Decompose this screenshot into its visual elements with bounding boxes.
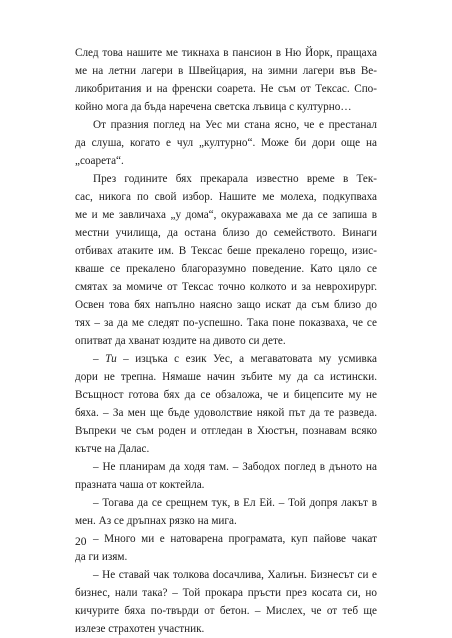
text-line: бизнес, нали така? – Той прокара пръсти през косата си, но [75,587,377,599]
text-line: излезе страхотен участник. [75,623,205,635]
page-body [75,44,377,638]
emphasis-text: Ти [105,353,117,365]
text-line: През годините бях прекарала известно време в Тек- [93,173,377,185]
text-line: ликобритания и на френски соарета. Не съм от Тексас. Спо- [75,83,377,95]
paragraph [75,116,377,170]
text-line: ме на летни лагери в Швейцария, на зимни лагери във Ве- [75,65,377,77]
paragraph [75,530,377,566]
text-line: Всъщност готова бях да се обзаложа, че и бицепсите му не [75,389,377,401]
text-line: опитват да хванат юздите на дивото си дете. [75,335,286,347]
text-line: кътче на Далас. [75,443,150,455]
text-line: – Не ставай чак толкова docaчлива, Халиън. Бизнесът си е [93,569,377,581]
paragraph [75,458,377,494]
text-line: дори не трепна. Нямаше начин зъбите му да са истински. [75,371,377,383]
text-line: бяха. – За мен ще бъде удоволствие някой път да те разведа. [75,407,377,419]
text-line: Освен това бях напълно наясно защо искат да съм близо до [75,299,377,311]
paragraph [75,494,377,530]
text-line: смятах за момиче от Тексас точно колкото и за неврохирург. [75,281,377,293]
text-line: „соарета“. [75,155,124,167]
paragraph [75,566,377,638]
text-line: След това нашите ме тикнаха в пансион в Ню Йорк, пращаха [75,47,377,59]
text-line: Въпреки че съм роден и отгледан в Хюстън, познавам всяко [75,425,377,437]
text-line: ме и ме завличаха „у дома“, окуражаваха ме да се запиша в [75,209,377,221]
text-line: койно мога да бъда наречена светска лъвица с културно… [75,101,352,113]
text-line: От празния поглед на Уес ми стана ясно, че е престанал [93,119,377,131]
text-line: празната чаша от коктейла. [75,479,205,491]
text-line: – Ти – изцъка с език Уес, а мегаватовата му усмивка [93,353,378,365]
paragraph [75,44,377,116]
text-line: местни училища, да остана близо до семейството. Винаги [75,227,377,239]
text-line: сас, никога по свой избор. Нашите ме молеха, подкупваха [75,191,377,203]
text-line: кваше се прекалено благоразумно поведение. Като цяло се [75,263,377,275]
text-line: да ги изям. [75,551,128,563]
paragraph [75,350,377,458]
text-line: – Тогава да се срещнем тук, в Ел Ей. – Той допря лакът в [93,497,377,509]
text-line: – Не планирам да ходя там. – Забодох поглед в дъното на [93,461,377,473]
paragraph [75,170,377,350]
text-line: – Много ми е натоварена програмата, куп пайове чакат [93,533,377,545]
text-line: мен. Аз се дръпнах рязко на мига. [75,515,237,527]
page-number: 20 [75,536,87,548]
text-line: да слуша, когато е чул „културно“. Може би дори още на [75,137,377,149]
text-line: отбивах атаките им. В Тексас беше прекалено горещо, изис- [75,245,377,257]
text-line: кичурите бяха по-твърди от бетон. – Мислех, че от теб ще [75,605,377,617]
text-line: тях – за да ме следят по-успешно. Така поне показваха, че се [75,317,377,329]
